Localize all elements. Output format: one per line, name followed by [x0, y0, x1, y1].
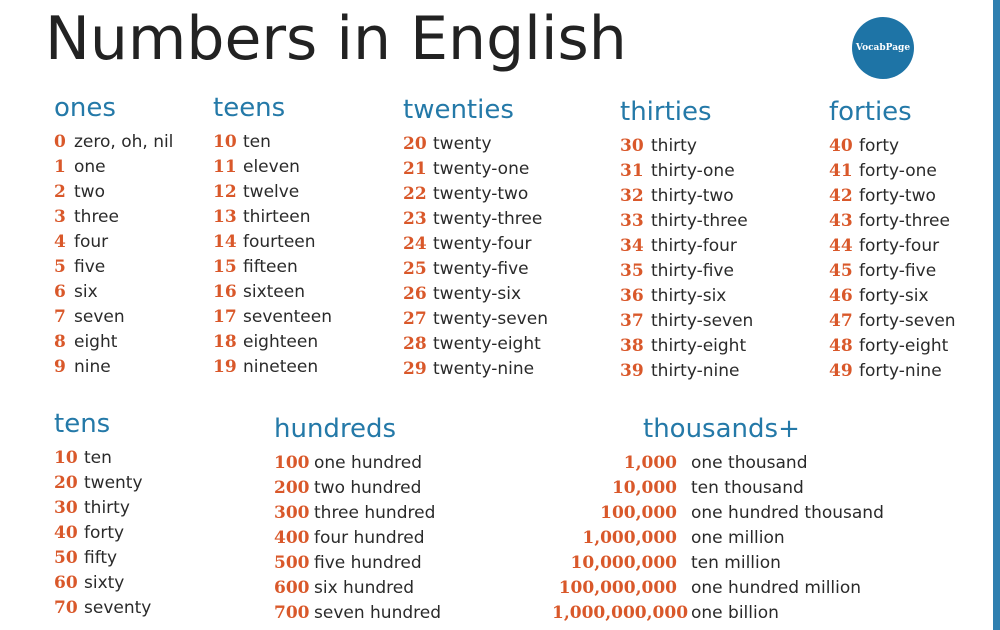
numeral: 8	[54, 332, 66, 352]
number-word: seventeen	[243, 307, 332, 327]
number-word: one billion	[691, 603, 779, 623]
number-row	[552, 526, 884, 551]
number-row	[552, 476, 884, 501]
number-word: thirty	[84, 498, 130, 518]
numeral: 100,000,000	[558, 578, 677, 598]
number-row	[829, 159, 956, 184]
number-word: ten thousand	[691, 478, 804, 498]
number-word: thirty-seven	[651, 311, 754, 331]
number-word: twenty-nine	[433, 359, 535, 379]
column-tens	[54, 406, 151, 621]
number-word: twenty	[84, 473, 143, 493]
number-word: thirteen	[243, 207, 311, 227]
numeral: 50	[54, 548, 78, 568]
number-row	[54, 230, 173, 255]
number-word: twenty-five	[433, 259, 529, 279]
number-row	[403, 357, 548, 382]
number-word: thirty-eight	[651, 336, 747, 356]
number-row	[829, 334, 956, 359]
numeral: 33	[620, 211, 644, 231]
number-row	[403, 182, 548, 207]
number-word: seven	[74, 307, 125, 327]
logo-text: VocabPage	[855, 43, 911, 53]
numeral: 36	[620, 286, 644, 306]
number-row	[620, 284, 753, 309]
numeral: 38	[620, 336, 644, 356]
number-row	[54, 330, 173, 355]
number-word: twenty-four	[433, 234, 532, 254]
numeral: 35	[620, 261, 644, 281]
column-hundreds	[274, 411, 441, 626]
number-list	[403, 132, 548, 382]
number-word: fifteen	[243, 257, 298, 277]
number-row	[274, 551, 441, 576]
number-row	[552, 551, 884, 576]
number-row	[829, 209, 956, 234]
numeral: 700	[274, 603, 310, 623]
number-word: forty-two	[859, 186, 936, 206]
number-row	[552, 601, 884, 626]
numeral: 70	[54, 598, 78, 618]
numeral: 26	[403, 284, 427, 304]
number-row	[54, 546, 151, 571]
number-word: one hundred thousand	[691, 503, 884, 523]
number-row	[552, 451, 884, 476]
number-row	[54, 521, 151, 546]
numeral: 9	[54, 357, 66, 377]
number-word: one million	[691, 528, 785, 548]
section-heading-hundreds: hundreds	[274, 414, 397, 444]
number-word: one hundred	[314, 453, 423, 473]
numeral: 20	[403, 134, 427, 154]
vocabpage-logo	[852, 17, 914, 79]
section-heading-thirties: thirties	[620, 97, 712, 127]
numeral: 37	[620, 311, 644, 331]
numeral: 7	[54, 307, 66, 327]
number-row	[829, 134, 956, 159]
numeral: 44	[829, 236, 853, 256]
number-list	[213, 130, 332, 380]
section-heading-teens: teens	[213, 93, 286, 123]
numeral: 1,000	[623, 453, 677, 473]
number-row	[620, 234, 753, 259]
numeral: 500	[274, 553, 310, 573]
number-row	[213, 255, 332, 280]
number-word: eight	[74, 332, 118, 352]
section-heading-ones: ones	[54, 93, 116, 123]
numeral: 29	[403, 359, 427, 379]
number-word: thirty-three	[651, 211, 748, 231]
number-word: twenty-three	[433, 209, 543, 229]
numeral: 1,000,000,000	[552, 603, 689, 623]
number-word: seven hundred	[314, 603, 441, 623]
number-row	[403, 232, 548, 257]
number-word: sixty	[84, 573, 125, 593]
numeral: 100	[274, 453, 310, 473]
numeral: 23	[403, 209, 427, 229]
number-word: thirty-five	[651, 261, 734, 281]
number-row	[552, 576, 884, 601]
numeral: 13	[213, 207, 237, 227]
numeral: 11	[213, 157, 237, 177]
number-word: seventy	[84, 598, 152, 618]
number-word: forty	[859, 136, 900, 156]
number-row	[54, 155, 173, 180]
number-row	[403, 132, 548, 157]
numeral: 12	[213, 182, 237, 202]
numeral: 1	[54, 157, 66, 177]
numeral: 300	[274, 503, 310, 523]
numeral: 2	[54, 182, 66, 202]
column-thousands	[552, 411, 884, 626]
number-row	[552, 501, 884, 526]
number-list	[54, 130, 173, 380]
number-row	[620, 134, 753, 159]
number-word: thirty	[651, 136, 697, 156]
number-row	[274, 476, 441, 501]
number-list	[829, 134, 956, 384]
number-row	[403, 282, 548, 307]
number-row	[274, 601, 441, 626]
number-list	[274, 451, 441, 626]
number-word: two hundred	[314, 478, 422, 498]
column-teens	[213, 90, 332, 380]
number-list	[552, 451, 884, 626]
number-word: thirty-nine	[651, 361, 740, 381]
numeral: 22	[403, 184, 427, 204]
column-forties	[829, 94, 956, 384]
numeral: 27	[403, 309, 427, 329]
number-word: nineteen	[243, 357, 319, 377]
column-twenties	[403, 92, 548, 382]
column-ones	[54, 90, 173, 380]
numeral: 5	[54, 257, 66, 277]
numeral: 6	[54, 282, 66, 302]
numeral: 21	[403, 159, 427, 179]
number-word: twenty	[433, 134, 492, 154]
section-heading-forties: forties	[829, 97, 912, 127]
number-row	[213, 330, 332, 355]
section-heading-tens: tens	[54, 409, 111, 439]
numeral: 46	[829, 286, 853, 306]
number-row	[213, 155, 332, 180]
number-list	[54, 446, 151, 621]
number-row	[274, 576, 441, 601]
number-row	[829, 259, 956, 284]
number-word: one thousand	[691, 453, 808, 473]
number-word: twenty-eight	[433, 334, 541, 354]
numeral: 60	[54, 573, 78, 593]
numeral: 40	[54, 523, 78, 543]
numeral: 17	[213, 307, 237, 327]
number-list	[620, 134, 753, 384]
numeral: 43	[829, 211, 853, 231]
numeral: 0	[54, 132, 66, 152]
numeral: 10	[213, 132, 237, 152]
number-word: twenty-seven	[433, 309, 548, 329]
numeral: 10,000	[611, 478, 677, 498]
numeral: 34	[620, 236, 644, 256]
numeral: 20	[54, 473, 78, 493]
number-row	[829, 309, 956, 334]
numeral: 32	[620, 186, 644, 206]
numeral: 10	[54, 448, 78, 468]
number-row	[829, 359, 956, 384]
number-row	[54, 496, 151, 521]
number-word: ten million	[691, 553, 781, 573]
number-row	[213, 355, 332, 380]
number-word: eleven	[243, 157, 300, 177]
number-word: twenty-one	[433, 159, 530, 179]
number-word: forty-five	[859, 261, 937, 281]
number-word: fifty	[84, 548, 118, 568]
number-row	[54, 471, 151, 496]
number-word: thirty-four	[651, 236, 737, 256]
number-word: two	[74, 182, 105, 202]
number-word: ten	[84, 448, 112, 468]
section-heading-thousands: thousands+	[643, 414, 800, 444]
number-word: five	[74, 257, 106, 277]
number-word: forty	[84, 523, 125, 543]
number-word: forty-one	[859, 161, 937, 181]
numeral: 19	[213, 357, 237, 377]
numeral: 45	[829, 261, 853, 281]
number-word: eighteen	[243, 332, 319, 352]
number-row	[54, 130, 173, 155]
number-row	[213, 305, 332, 330]
number-word: six	[74, 282, 98, 302]
numeral: 30	[620, 136, 644, 156]
number-word: twenty-six	[433, 284, 522, 304]
number-row	[620, 209, 753, 234]
number-row	[54, 355, 173, 380]
number-row	[620, 159, 753, 184]
number-row	[620, 334, 753, 359]
number-word: three hundred	[314, 503, 436, 523]
number-row	[213, 280, 332, 305]
number-word: three	[74, 207, 119, 227]
numeral: 18	[213, 332, 237, 352]
number-row	[54, 596, 151, 621]
numeral: 48	[829, 336, 853, 356]
numeral: 30	[54, 498, 78, 518]
number-word: thirty-one	[651, 161, 735, 181]
numeral: 4	[54, 232, 66, 252]
number-row	[620, 184, 753, 209]
number-word: four	[74, 232, 109, 252]
column-thirties	[620, 94, 753, 384]
numeral: 47	[829, 311, 853, 331]
number-row	[213, 205, 332, 230]
number-row	[54, 255, 173, 280]
number-word: sixteen	[243, 282, 305, 302]
number-word: forty-three	[859, 211, 950, 231]
number-word: four hundred	[314, 528, 425, 548]
numeral: 41	[829, 161, 853, 181]
number-row	[274, 501, 441, 526]
number-row	[54, 305, 173, 330]
number-word: thirty-six	[651, 286, 727, 306]
number-row	[829, 284, 956, 309]
numeral: 40	[829, 136, 853, 156]
numeral: 24	[403, 234, 427, 254]
numeral: 31	[620, 161, 644, 181]
number-row	[54, 205, 173, 230]
number-word: one hundred million	[691, 578, 862, 598]
number-word: fourteen	[243, 232, 316, 252]
number-row	[274, 451, 441, 476]
number-row	[403, 207, 548, 232]
number-row	[620, 259, 753, 284]
number-row	[620, 309, 753, 334]
number-word: twelve	[243, 182, 300, 202]
number-row	[829, 234, 956, 259]
numeral: 400	[274, 528, 310, 548]
number-word: six hundred	[314, 578, 415, 598]
numeral: 15	[213, 257, 237, 277]
number-word: ten	[243, 132, 271, 152]
numeral: 600	[274, 578, 310, 598]
number-row	[213, 230, 332, 255]
number-word: forty-six	[859, 286, 929, 306]
page-title: Numbers in English	[45, 4, 627, 74]
numeral: 16	[213, 282, 237, 302]
number-word: forty-four	[859, 236, 940, 256]
number-row	[213, 130, 332, 155]
number-word: zero, oh, nil	[74, 132, 174, 152]
number-row	[274, 526, 441, 551]
number-word: five hundred	[314, 553, 422, 573]
numeral: 200	[274, 478, 310, 498]
numeral: 28	[403, 334, 427, 354]
number-row	[620, 359, 753, 384]
number-row	[54, 280, 173, 305]
number-word: forty-seven	[859, 311, 956, 331]
numeral: 39	[620, 361, 644, 381]
number-row	[54, 571, 151, 596]
number-word: forty-eight	[859, 336, 949, 356]
number-row	[403, 332, 548, 357]
numeral: 49	[829, 361, 853, 381]
number-word: one	[74, 157, 106, 177]
numeral: 14	[213, 232, 237, 252]
numeral: 42	[829, 186, 853, 206]
number-word: nine	[74, 357, 111, 377]
number-word: forty-nine	[859, 361, 942, 381]
section-heading-twenties: twenties	[403, 95, 514, 125]
number-word: thirty-two	[651, 186, 734, 206]
number-row	[213, 180, 332, 205]
number-word: twenty-two	[433, 184, 529, 204]
number-row	[403, 157, 548, 182]
numeral: 25	[403, 259, 427, 279]
numeral: 1,000,000	[582, 528, 677, 548]
number-row	[829, 184, 956, 209]
numeral: 10,000,000	[570, 553, 677, 573]
numeral: 3	[54, 207, 66, 227]
number-row	[54, 446, 151, 471]
number-row	[54, 180, 173, 205]
numeral: 100,000	[600, 503, 677, 523]
number-row	[403, 257, 548, 282]
number-row	[403, 307, 548, 332]
